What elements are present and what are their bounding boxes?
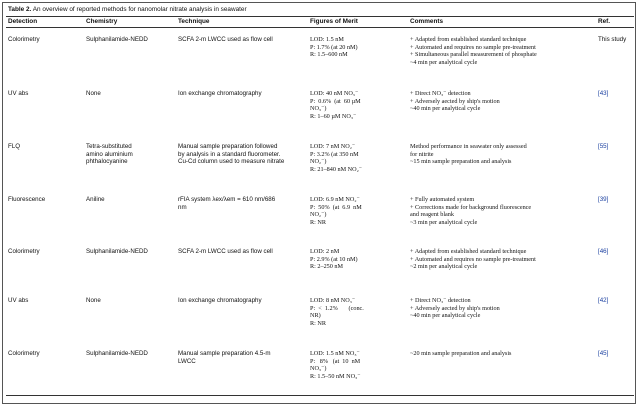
cell-chemistry: Tetra-substituted amino aluminium phthalocyanine xyxy=(86,143,133,166)
cell-figures-of-merit: LOD: 1.5 nM P: 1.7% (at 20 nM) R: 1.5–600 nM xyxy=(310,36,358,59)
cell-chemistry: Sulphanilamide-NEDD xyxy=(86,36,148,43)
top-rule xyxy=(6,16,634,17)
header-rule xyxy=(6,27,634,28)
cell-figures-of-merit: LOD: 40 nM NO₃⁻ P: 0.6% (at 60 µM NO₃⁻) R: 1–60 µM NO₃⁻ xyxy=(310,90,361,120)
cell-figures-of-merit: LOD: 7 nM NO₂⁻ P: 3.2% (at 350 nM NO₂⁻) R: 21–840 nM NO₂⁻ xyxy=(310,143,363,173)
cell-comments: + Adapted from established standard technique + Automated and requires no sample pre-treatment ~2 min per analytical cycle xyxy=(410,248,536,271)
bottom-rule xyxy=(6,395,634,396)
cell-detection: Colorimetry xyxy=(8,350,40,357)
cell-technique: SCFA 2-m LWCC used as flow cell xyxy=(178,36,273,43)
cell-comments: + Fully automated system + Corrections made for background fluorescence and reagent blank ~3 min per analytical cycle xyxy=(410,196,532,226)
header-chemistry: Chemistry xyxy=(86,18,118,25)
cell-detection: FLQ xyxy=(8,143,21,150)
cell-chemistry: None xyxy=(86,90,101,97)
cell-chemistry: None xyxy=(86,297,101,304)
table-caption xyxy=(8,6,247,13)
cell-detection: Colorimetry xyxy=(8,248,40,255)
caption-label: Table 2. xyxy=(8,6,32,13)
header-technique: Technique xyxy=(178,18,210,25)
cell-technique: Manual sample preparation followed by analysis in a standard fluorometer. Cu-Cd column used to measure nitrate xyxy=(178,143,285,166)
cell-figures-of-merit: LOD: 2 nM P: 2.9% (at 10 nM) R: 2–250 nM xyxy=(310,248,358,271)
cell-chemistry: Aniline xyxy=(86,196,105,203)
cell-technique: Ion exchange chromatography xyxy=(178,90,262,97)
cell-figures-of-merit: LOD: 6.9 nM NO₂⁻ P: 50% (at 6.9 nM NO₂⁻) R: NR xyxy=(310,196,362,226)
header-ref: Ref. xyxy=(598,18,611,25)
cell-comments: + Direct NO₃⁻ detection + Adversely aected by ship's motion ~40 min per analytical cycle xyxy=(410,90,500,113)
cell-ref: This study xyxy=(598,36,627,43)
cell-technique: Ion exchange chromatography xyxy=(178,297,262,304)
cell-technique: Manual sample preparation 4.5-m LWCC xyxy=(178,350,271,365)
cell-ref[interactable]: [39] xyxy=(598,196,609,203)
cell-ref[interactable]: [45] xyxy=(598,350,609,357)
cell-detection: Fluorescence xyxy=(8,196,46,203)
header-figures-of-merit: Figures of Merit xyxy=(310,18,358,25)
cell-detection: UV abs xyxy=(8,90,29,97)
cell-comments: + Adapted from established standard technique + Automated and requires no sample pre-treatment + Simultaneous parallel measurement of phosphate ~4 min per analytical cycle xyxy=(410,36,537,66)
header-detection: Detection xyxy=(8,18,38,25)
cell-ref[interactable]: [46] xyxy=(598,248,609,255)
cell-chemistry: Sulphanilamide-NEDD xyxy=(86,248,148,255)
header-comments: Comments xyxy=(410,18,444,25)
caption-text: An overview of reported methods for nanomolar nitrate analysis in seawater xyxy=(32,6,247,13)
cell-detection: Colorimetry xyxy=(8,36,40,43)
cell-comments: Method performance in seawater only assessed for nitrite ~15 min sample preparation and analysis xyxy=(410,143,527,166)
cell-technique: SCFA 2-m LWCC used as flow cell xyxy=(178,248,273,255)
cell-technique: rFIA system λex/λem = 610 nm/686 nm xyxy=(178,196,276,211)
cell-comments: + Direct NO₃⁻ detection + Adversely aected by ship's motion ~40 min per analytical cycle xyxy=(410,297,500,320)
cell-comments: ~20 min sample preparation and analysis xyxy=(410,350,512,357)
cell-figures-of-merit: LOD: 1.5 nM NO₃⁻ P: 8% (at 10 nM NO₃⁻) R: 1.5–50 nM NO₃⁻ xyxy=(310,350,361,380)
cell-figures-of-merit: LOD: 8 nM NO₃⁻ P: < 1.2% (conc. NR) R: NR xyxy=(310,297,364,327)
cell-ref[interactable]: [42] xyxy=(598,297,609,304)
cell-ref[interactable]: [43] xyxy=(598,90,609,97)
cell-ref[interactable]: [55] xyxy=(598,143,609,150)
cell-detection: UV abs xyxy=(8,297,29,304)
cell-chemistry: Sulphanilamide-NEDD xyxy=(86,350,148,357)
